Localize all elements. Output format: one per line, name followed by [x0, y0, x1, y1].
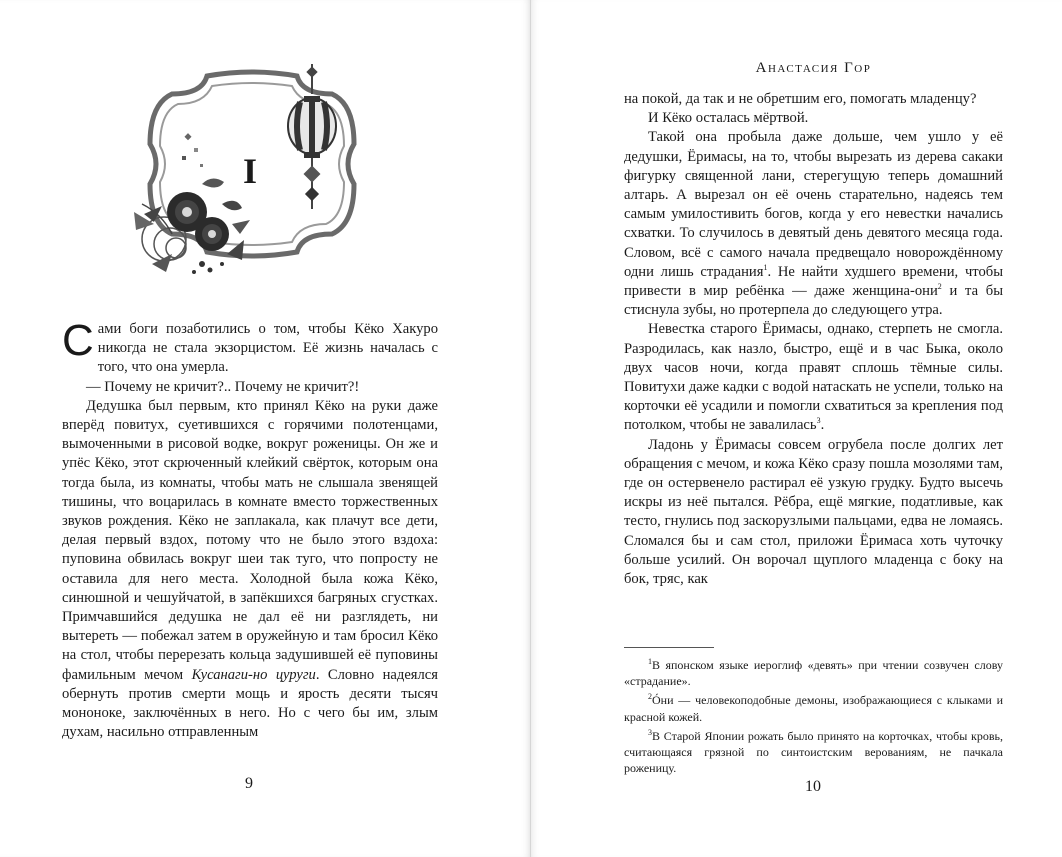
sword-name: Кусанаги-но цуруги	[191, 666, 316, 683]
page-number: 10	[805, 778, 821, 795]
drop-cap: С	[62, 316, 94, 365]
footnote: $^1$В японском языке иероглиф «девять» при чтении созвучен слову «страдание».	[624, 657, 1003, 689]
paragraph: Невестка старого Ёримасы, однако, стерпеть не смогла. Разродилась, как назло, быстро, ещё и в час Быка, около двух часов ночи, когда правят сплошь тёмные силы. Повитухи даже кадки с водой натаскать не успели, только на корточки её усадили и помогли схватиться за крепления под потолком, чтобы не завалилась$^3$.	[624, 321, 1003, 434]
paragraph: И Кёко осталась мёртвой.	[648, 110, 809, 127]
paragraph: Такой она пробыла даже дольше, чем ушло у её дедушки, Ёримасы, на то, чтобы вырезать из дерева сакаки фигурку священной лани, стерегущую теперь домашний алтарь. А вырезал он её очень старательно, надеясь тем самым умилостивить богов, когда у его невестки начались схватки. То случилось в девятый день девятого месяца года. Словом, всё с самого начала предвещало новорождённому одни лишь страдания$^1$. Не найти худшего времени, чтобы привести в мир ребёнка — даже женщина-они$^2$ и та бы стиснула зубы, но протерпела до следующего утра.	[624, 129, 1003, 319]
paragraph: Ладонь у Ёримасы совсем огрубела после долгих лет обращения с мечом, и кожа Кёко сразу пошла мозолями там, где он остервенело растирал её узкую грудку. Будто высечь искры из неё пытался. Рёбра, ещё мягкие, податливые, как тесто, гнулись под заскорузлыми пальцами, едва не ломаясь. Сломался бы и сам стол, приложи Ёримаса хоть чуточку больше усилий. Он ворочал щуплого младенца с боку на бок, тряс, как	[624, 436, 1003, 588]
paragraph: — Почему не кричит?.. Почему не кричит?!	[86, 378, 360, 395]
running-head: Анастасия Гор	[755, 60, 872, 76]
first-paragraph: Сами боги позаботились о том, чтобы Кёко Хакуро никогда не стала экзорцистом. Её жизнь началась с того, что она умерла.	[62, 316, 438, 376]
footnote: $^3$В Старой Японии рожать было принято на корточках, чтобы кровь, считающаяся грязной по синтоистским верованиям, не пачкала роженицу.	[624, 727, 1003, 776]
chapter-number: I	[242, 151, 257, 191]
lantern-icon	[288, 64, 336, 209]
paragraph: Дедушка был первым, кто принял Кёко на руки даже вперёд повитух, суетившихся с горячими полотенцами, вымоченными в рисовой водке, вокруг роженицы. Он же и упёс Кёко, этот скрюченный клейкий свёрток, которым она тогда была, из комнаты, чтобы мать не слышала звенящей тишины, что воцарилась в комнате вместо торжественных звуков рождения. Кёко не заплакала, как плачут все дети, делая первый вздох, потому что не было этого вздоха: пуповина обвилась вокруг шеи так туго, что попросту не оставила для него места. Холодной была кожа Кёко, синюшной и чешуйчатой, в запёкшихся багряных сгустках. Примчавшийся дедушка не дал её ни разглядеть, ни вытереть — побежал затем в оружейную и там бросил Кёко на стол, чтобы перерезать кольца задушившей её пуповины фамильным мечом Кусанаги-но цуруги. Словно надеялся обернуть против смерти мощь и ярость десяти тысяч мононоке, заключённых в него. Но с чего бы им, злым духам, насильно отправленным	[62, 397, 438, 741]
footnote: $^2$Óни — человекоподобные демоны, изображающиеся с клыками и красной кожей.	[624, 692, 1003, 724]
page-number: 9	[245, 775, 253, 792]
footnotes	[624, 657, 1003, 779]
left-body-text	[62, 316, 438, 742]
right-body-text	[624, 90, 1003, 589]
footnote-rule	[624, 647, 714, 648]
paragraph: на покой, да так и не обретшим его, помогать младенцу?	[624, 91, 977, 107]
